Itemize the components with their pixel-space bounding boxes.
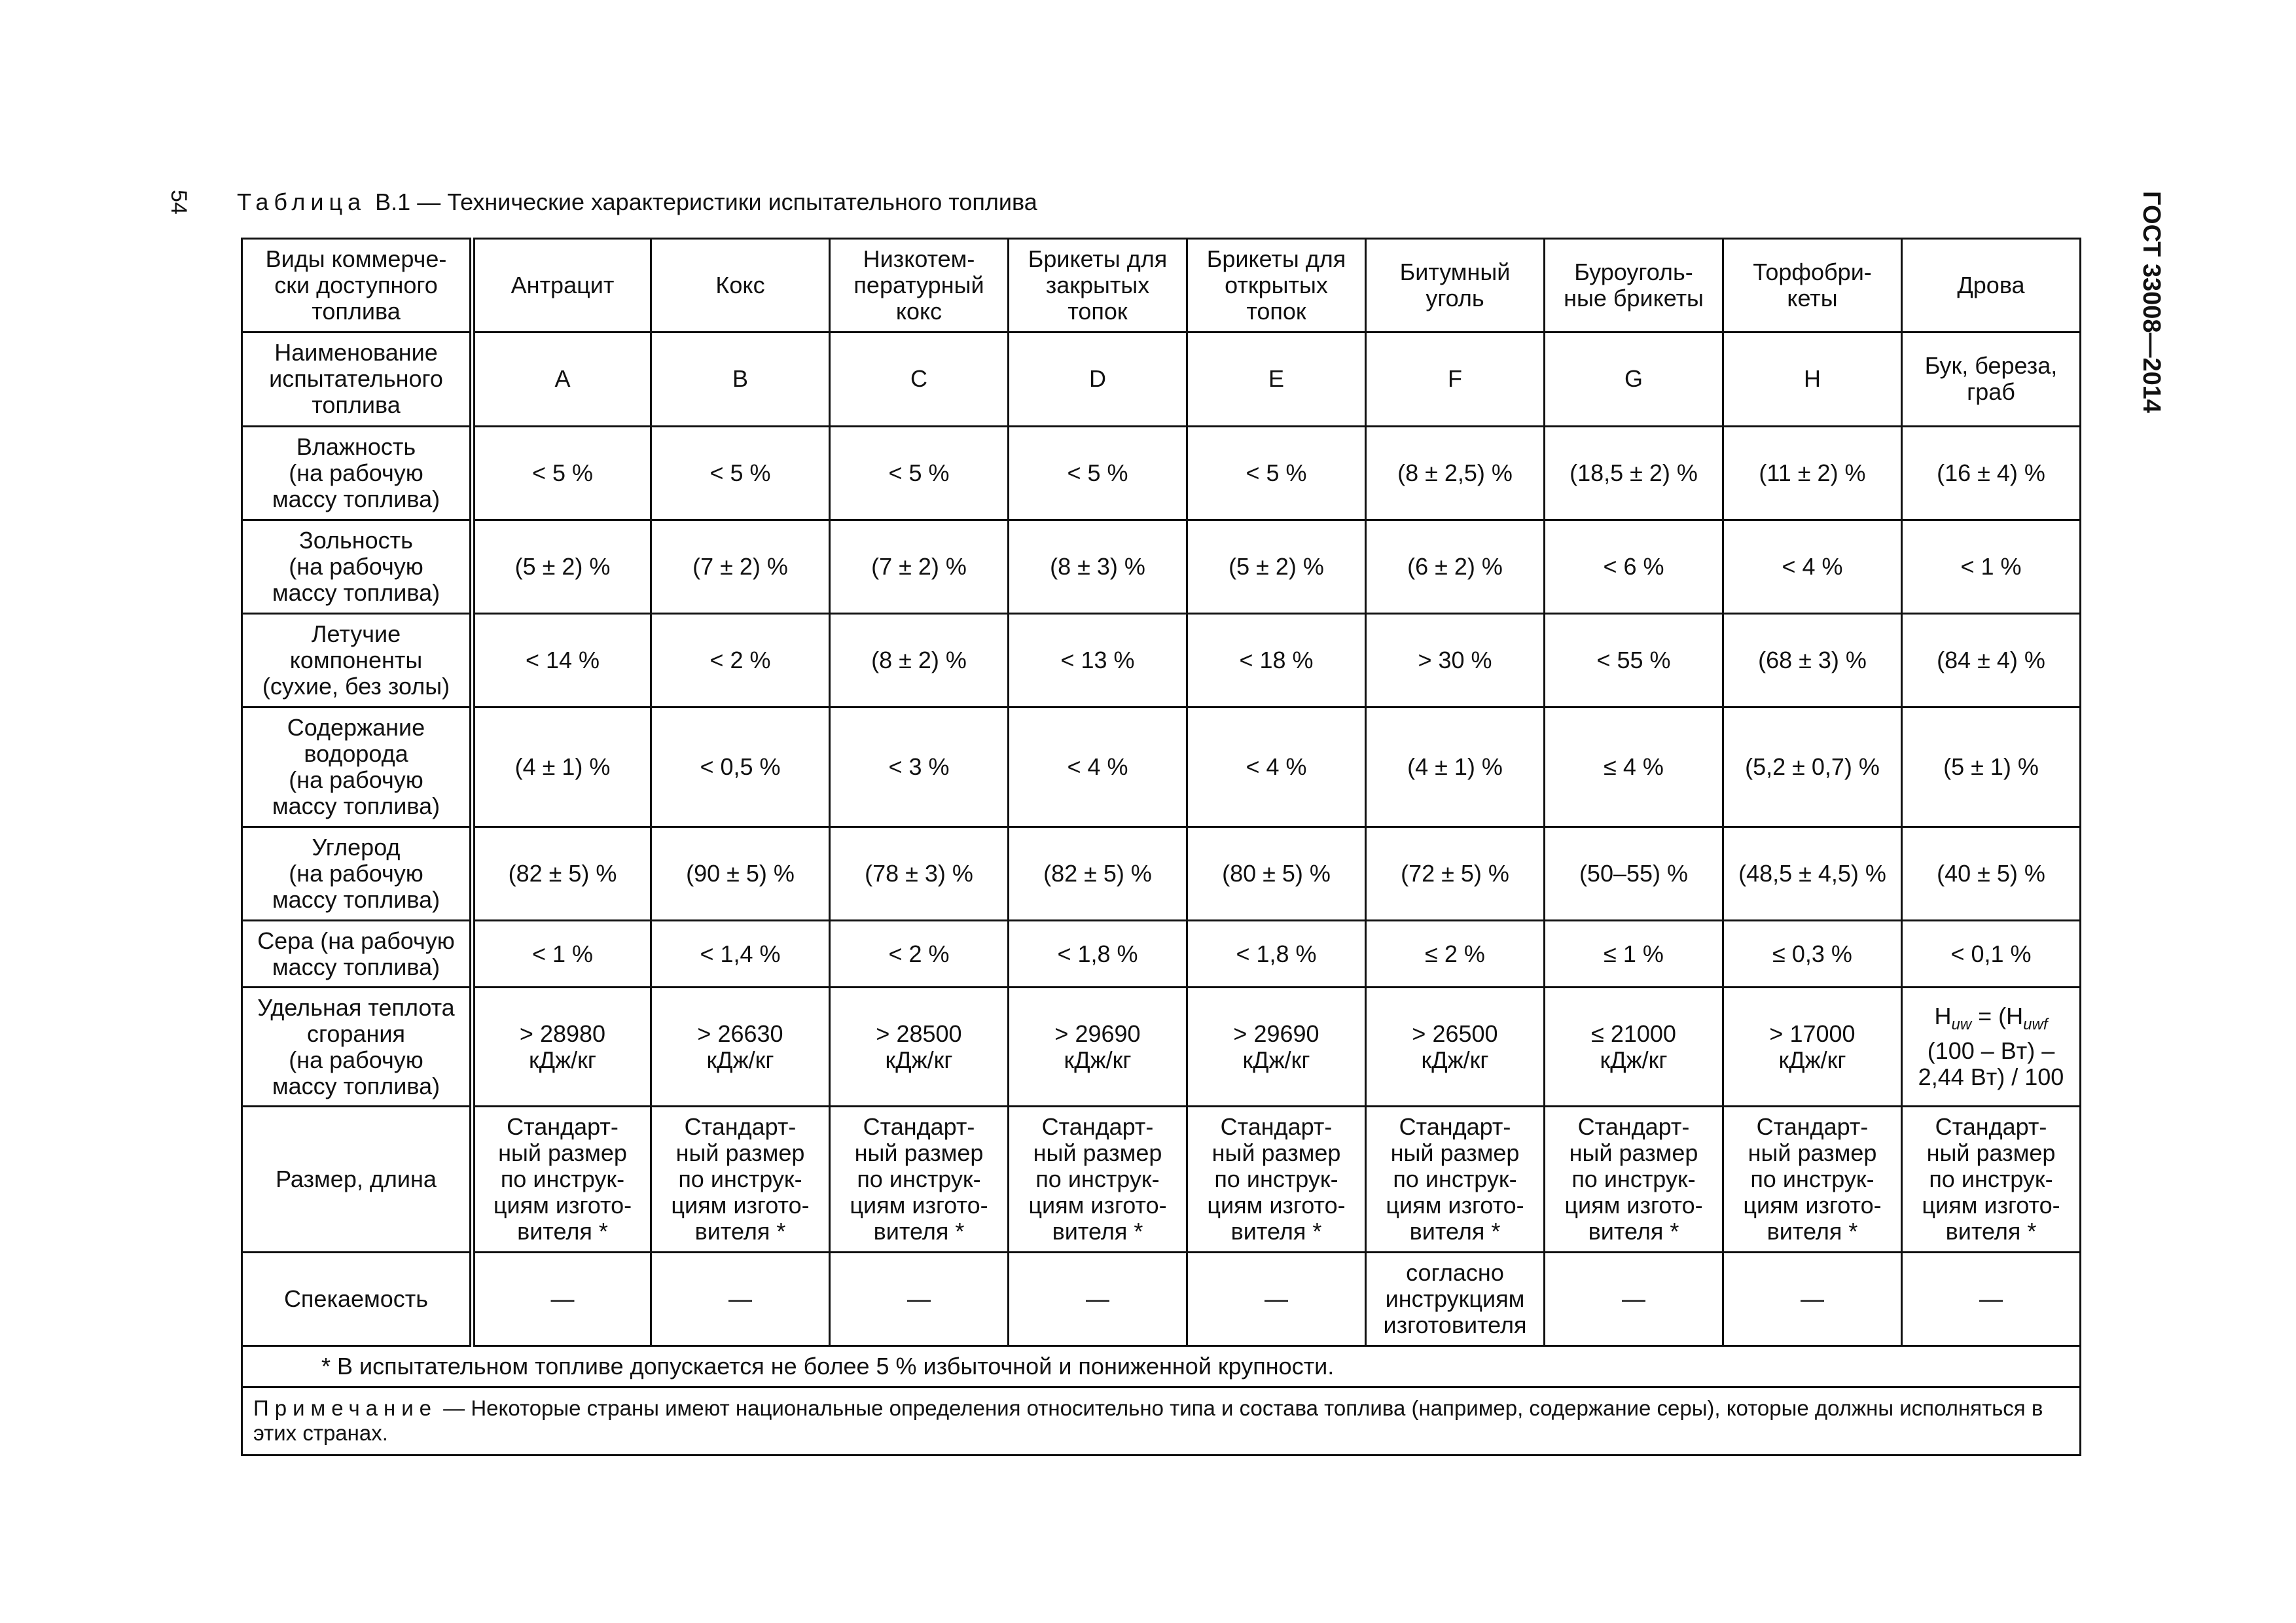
table-cell: > 29690 кДж/кг: [1009, 988, 1187, 1106]
table-cell: D: [1009, 332, 1187, 426]
table-cell: < 2 %: [651, 614, 830, 707]
table-row: [242, 426, 2081, 520]
header-label: Виды коммерче- ски доступного топлива: [242, 239, 473, 332]
table-cell: (8 ± 2) %: [830, 614, 1009, 707]
table-cell: < 2 %: [830, 921, 1009, 988]
table-caption: [237, 188, 1037, 216]
note-label: Примечание: [253, 1396, 438, 1421]
caption-label: Таблица: [237, 188, 367, 215]
fuel-spec-table: [241, 238, 2081, 1456]
table-cell: Стандарт- ный размер по инструк- циям изгото- вителя *: [1902, 1106, 2081, 1252]
table-cell: Стандарт- ный размер по инструк- циям изгото- вителя *: [1366, 1106, 1545, 1252]
row-label: Сера (на рабочую массу топлива): [242, 921, 473, 988]
table-cell: (68 ± 3) %: [1723, 614, 1902, 707]
table-cell: < 1,4 %: [651, 921, 830, 988]
header-cell: Дрова: [1902, 239, 2081, 332]
table-row: [242, 1106, 2081, 1252]
table-cell: —: [1902, 1253, 2081, 1346]
row-label: Углерод (на рабочую массу топлива): [242, 827, 473, 920]
table-cell: (80 ± 5) %: [1187, 827, 1366, 920]
row-label: Летучие компоненты (сухие, без золы): [242, 614, 473, 707]
table-cell: < 5 %: [1187, 426, 1366, 520]
table-cell: (78 ± 3) %: [830, 827, 1009, 920]
table-cell: > 30 %: [1366, 614, 1545, 707]
row-label: Спекаемость: [242, 1253, 473, 1346]
table-cell: > 26500 кДж/кг: [1366, 988, 1545, 1106]
table-cell: H: [1723, 332, 1902, 426]
table-cell: < 4 %: [1009, 707, 1187, 827]
table-cell: Стандарт- ный размер по инструк- циям изгото- вителя *: [1187, 1106, 1366, 1252]
table-cell: < 0,5 %: [651, 707, 830, 827]
header-cell: Битумный уголь: [1366, 239, 1545, 332]
table-cell: (7 ± 2) %: [830, 520, 1009, 613]
table-cell: ≤ 2 %: [1366, 921, 1545, 988]
table-cell: < 4 %: [1187, 707, 1366, 827]
table-cell: > 26630 кДж/кг: [651, 988, 830, 1106]
row-label: Наименование испытательного топлива: [242, 332, 473, 426]
table-row: [242, 1253, 2081, 1346]
note-row: [242, 1387, 2081, 1455]
header-cell: Брикеты для открытых топок: [1187, 239, 1366, 332]
table-cell: G: [1545, 332, 1723, 426]
table-row: [242, 921, 2081, 988]
table-row: [242, 332, 2081, 426]
table-cell: (84 ± 4) %: [1902, 614, 2081, 707]
note-text: — Некоторые страны имеют национальные определения относительно типа и состава топлива (например, содержание серы), которые должны исполняться в этих странах.: [253, 1396, 2043, 1446]
table-cell: (50–55) %: [1545, 827, 1723, 920]
table-cell: согласно инструкциям изготовителя: [1366, 1253, 1545, 1346]
table-cell: < 5 %: [473, 426, 651, 520]
table-cell: —: [1723, 1253, 1902, 1346]
row-label: Зольность (на рабочую массу топлива): [242, 520, 473, 613]
table-cell: (8 ± 2,5) %: [1366, 426, 1545, 520]
table-cell: < 13 %: [1009, 614, 1187, 707]
table-cell: Бук, береза, граб: [1902, 332, 2081, 426]
table-cell: (5 ± 2) %: [1187, 520, 1366, 613]
row-label: Удельная теплота сгорания (на рабочую массу топлива): [242, 988, 473, 1106]
table-cell: < 5 %: [830, 426, 1009, 520]
table-cell: < 1,8 %: [1187, 921, 1366, 988]
table-cell: (8 ± 3) %: [1009, 520, 1187, 613]
formula-rest: (100 – Bт) – 2,44 Bт) / 100: [1918, 1037, 2064, 1091]
table-cell: C: [830, 332, 1009, 426]
table-cell: > 17000 кДж/кг: [1723, 988, 1902, 1106]
table-cell: (72 ± 5) %: [1366, 827, 1545, 920]
row-label: Размер, длина: [242, 1106, 473, 1252]
table-cell: < 18 %: [1187, 614, 1366, 707]
table-cell: < 1,8 %: [1009, 921, 1187, 988]
table-cell: (82 ± 5) %: [1009, 827, 1187, 920]
formula-sub2: uwf: [2023, 1016, 2048, 1034]
header-cell: Буроуголь- ные брикеты: [1545, 239, 1723, 332]
table-cell: (40 ± 5) %: [1902, 827, 2081, 920]
row-label: Содержание водорода (на рабочую массу топлива): [242, 707, 473, 827]
table-cell: ≤ 21000 кДж/кг: [1545, 988, 1723, 1106]
table-row: [242, 614, 2081, 707]
row-label: Влажность (на рабочую массу топлива): [242, 426, 473, 520]
table-cell: (48,5 ± 4,5) %: [1723, 827, 1902, 920]
table-cell: ≤ 0,3 %: [1723, 921, 1902, 988]
formula-sub1: uw: [1951, 1016, 1972, 1034]
caption-number: В.1: [375, 188, 411, 215]
table-cell: ≤ 1 %: [1545, 921, 1723, 988]
footnote-row: [242, 1346, 2081, 1387]
header-cell: Брикеты для закрытых топок: [1009, 239, 1187, 332]
table-cell: B: [651, 332, 830, 426]
table-row: [242, 707, 2081, 827]
table-cell: < 55 %: [1545, 614, 1723, 707]
table-cell: (11 ± 2) %: [1723, 426, 1902, 520]
header-cell: Антрацит: [473, 239, 651, 332]
footnote: * В испытательном топливе допускается не более 5 % избыточной и пониженной крупности.: [242, 1346, 2081, 1387]
table-cell: Стандарт- ный размер по инструк- циям изгото- вителя *: [473, 1106, 651, 1252]
table-cell: Стандарт- ный размер по инструк- циям изгото- вителя *: [1723, 1106, 1902, 1252]
table-cell: > 28980 кДж/кг: [473, 988, 651, 1106]
table-cell: Стандарт- ный размер по инструк- циям изгото- вителя *: [830, 1106, 1009, 1252]
table-cell: (5 ± 2) %: [473, 520, 651, 613]
table-cell: (90 ± 5) %: [651, 827, 830, 920]
table-row: [242, 827, 2081, 920]
heat-formula-cell: [1902, 988, 2081, 1106]
table-cell: F: [1366, 332, 1545, 426]
table-cell: (4 ± 1) %: [473, 707, 651, 827]
table-cell: —: [830, 1253, 1009, 1346]
table-cell: Стандарт- ный размер по инструк- циям изгото- вителя *: [651, 1106, 830, 1252]
table-cell: < 1 %: [1902, 520, 2081, 613]
table-cell: —: [1187, 1253, 1366, 1346]
header-cell: Низкотем- пературный кокс: [830, 239, 1009, 332]
table-cell: < 3 %: [830, 707, 1009, 827]
header-cell: Торфобри- кеты: [1723, 239, 1902, 332]
table-cell: —: [1009, 1253, 1187, 1346]
table-cell: (82 ± 5) %: [473, 827, 651, 920]
table-cell: < 1 %: [473, 921, 651, 988]
table-cell: (18,5 ± 2) %: [1545, 426, 1723, 520]
table-cell: < 4 %: [1723, 520, 1902, 613]
table-cell: < 14 %: [473, 614, 651, 707]
table-cell: (16 ± 4) %: [1902, 426, 2081, 520]
table-cell: < 5 %: [1009, 426, 1187, 520]
table-cell: > 29690 кДж/кг: [1187, 988, 1366, 1106]
table-cell: < 6 %: [1545, 520, 1723, 613]
table-row: [242, 520, 2081, 613]
table-cell: Стандарт- ный размер по инструк- циям изгото- вителя *: [1545, 1106, 1723, 1252]
header-row: [242, 239, 2081, 332]
page-number: 54: [166, 190, 191, 215]
table-cell: (5 ± 1) %: [1902, 707, 2081, 827]
table-cell: —: [1545, 1253, 1723, 1346]
table-cell: Стандарт- ный размер по инструк- циям изгото- вителя *: [1009, 1106, 1187, 1252]
table-cell: < 0,1 %: [1902, 921, 2081, 988]
table-cell: A: [473, 332, 651, 426]
header-cell: Кокс: [651, 239, 830, 332]
note: [242, 1387, 2081, 1455]
table-cell: —: [651, 1253, 830, 1346]
table-cell: (7 ± 2) %: [651, 520, 830, 613]
table-cell: < 5 %: [651, 426, 830, 520]
formula-h1: H: [1934, 1002, 1952, 1029]
table-cell: (5,2 ± 0,7) %: [1723, 707, 1902, 827]
table-cell: (6 ± 2) %: [1366, 520, 1545, 613]
standard-designation: ГОСТ 33008—2014: [2138, 191, 2165, 414]
formula-mid: = (H: [1971, 1002, 2024, 1029]
table-cell: ≤ 4 %: [1545, 707, 1723, 827]
caption-title: — Технические характеристики испытательного топлива: [410, 188, 1037, 215]
table-cell: > 28500 кДж/кг: [830, 988, 1009, 1106]
table-cell: E: [1187, 332, 1366, 426]
table-cell: —: [473, 1253, 651, 1346]
table-row: [242, 988, 2081, 1106]
table-cell: (4 ± 1) %: [1366, 707, 1545, 827]
